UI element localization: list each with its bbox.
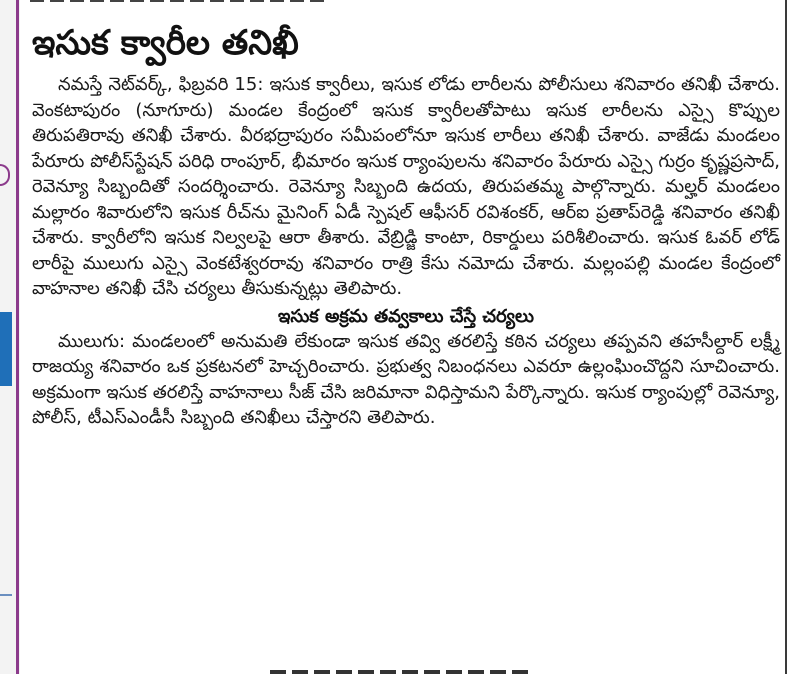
article-body-2: ములుగు: మండలంలో అనుమతి లేకుండా ఇసుక తవ్వి తరలిస్తే కఠిన చర్యలు తప్పవని తహసీల్దార్ లక్ష్మీ రాజయ్య శనివారం ఒక ప్రకటనలో హెచ్చరించారు. ప్రభుత్వ నిబంధనలు ఎవరూ ఉల్లంఘించొద్దని సూచించారు. అక్రమంగా ఇసుక తరలిస్తే వాహనాలు సీజ్ చేసి జరిమానా విధిస్తామని పేర్కొన్నారు. ఇసుక ర్యాంపుల్లో రెవెన్యూ, పోలీస్, టీఎస్ఎండీసీ సిబ్బంది తనిఖీలు చేస్తారని తెలిపారు. bbox=[32, 330, 780, 428]
adjacent-rule-fragment bbox=[0, 594, 12, 596]
cropped-text-top bbox=[30, 0, 370, 6]
article-body: నమస్తే నెట్‌వర్క్, ఫిబ్రవరి 15: ఇసుక క్వారీలు, ఇసుక లోడు లారీలను పోలీసులు శనివారం తనిఖీ చేశారు. వెంకటాపురం (నూగూరు) మండల కేంద్రంలో ఇసుక క్వారీలతోపాటు ఇసుక లారీలను ఎస్సై కొప్పుల తిరుపతిరావు తనిఖీ చేశారు. వీరభద్రాపురం సమీపంలోనూ ఇసుక లారీలు తనిఖీ చేశారు. వాజేడు మండలం పేరూరు పోలీస్‌స్టేషన్ పరిధి రాంపూర్, భీమారం ఇసుక ర్యాంపులను శనివారం పేరూరు ఎస్సై గుర్రం కృష్ణప్రసాద్, రెవెన్యూ సిబ్బందితో సందర్శించారు. రెవెన్యూ సిబ్బంది ఉదయ, తిరుపతమ్మ పాల్గొన్నారు. మల్హర్ మండలం మల్లారం శివారులోని ఇసుక రీచ్‌ను మైనింగ్ ఏడీ స్పెషల్ ఆఫీసర్ రవిశంకర్, ఆర్ఐ ప్రతాప్‌రెడ్డి శనివారం తనిఖీ చేశారు. క్వారీలోని ఇసుక నిల్వలపై ఆరా తీశారు. వేబ్రిడ్జి కాంటా, రికార్డులు పరిశీలించారు. ఇసుక ఓవర్ లోడ్ లారీపై ములుగు ఎస్సై వెంకటేశ్వరరావు శనివారం రాత్రి కేసు నమోదు చేశారు. మల్లంపల్లి మండల కేంద్రంలో వాహనాల తనిఖీ చేసి చర్యలు తీసుకున్నట్లు తెలిపారు. bbox=[32, 74, 780, 299]
article-subheading: ఇసుక అక్రమ తవ్వకాలు చేస్తే చర్యలు bbox=[278, 305, 534, 327]
left-column-rule bbox=[16, 0, 19, 674]
cropped-text-bottom bbox=[270, 662, 530, 674]
news-article bbox=[32, 20, 780, 674]
adjacent-blue-block bbox=[0, 312, 12, 386]
right-column-rule bbox=[785, 0, 787, 674]
article-headline: ఇసుక క్వారీల తనిఖీ bbox=[32, 23, 299, 63]
